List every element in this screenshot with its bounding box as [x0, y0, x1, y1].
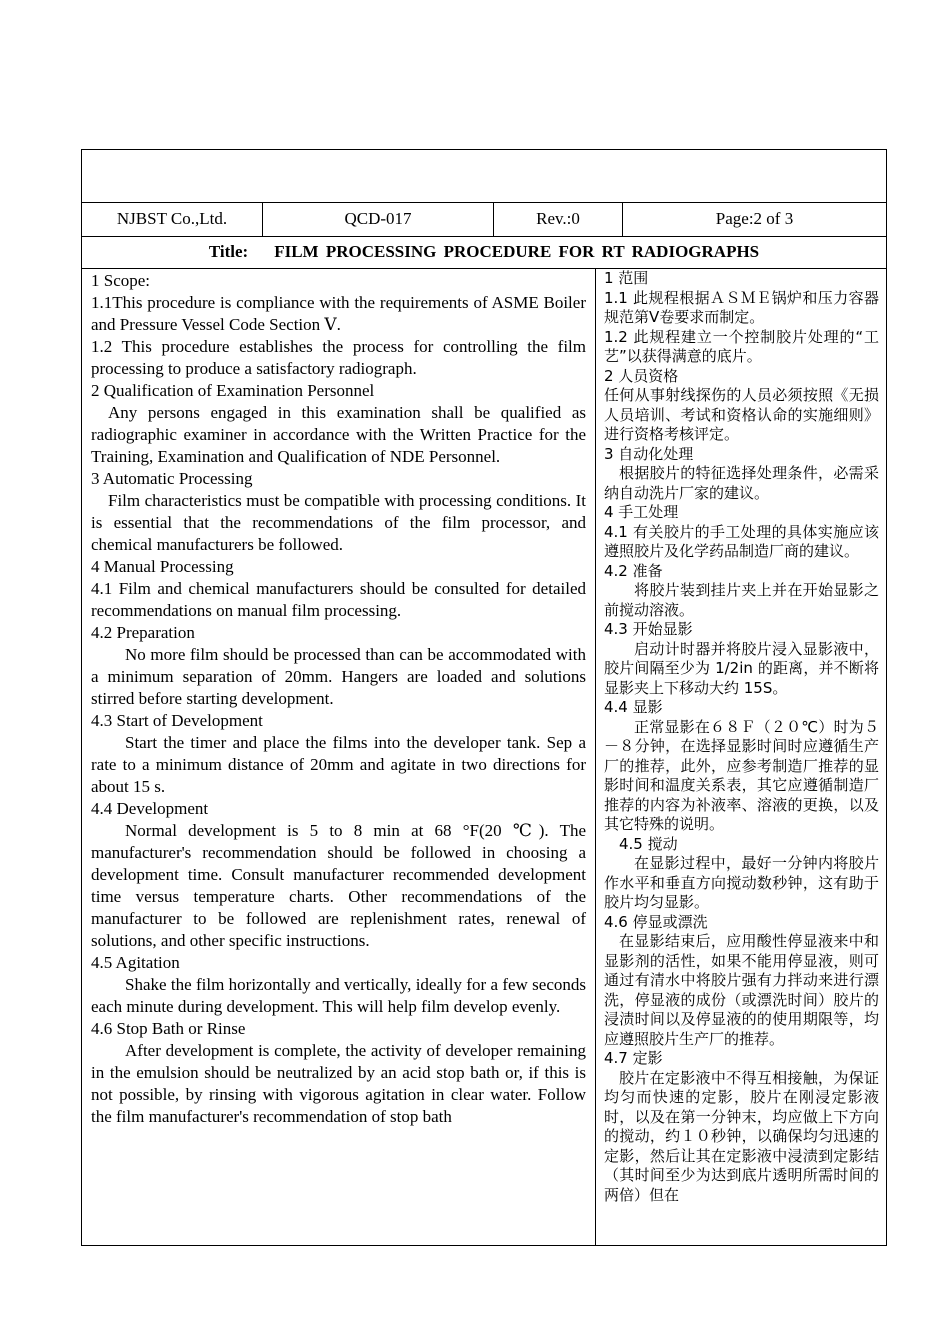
zh-paragraph: 4.1 有关胶片的手工处理的具体实施应该遵照胶片及化学药品制造厂商的建议。	[604, 522, 879, 560]
en-paragraph: Film characteristics must be compatible with processing conditions. It is essential that the recommendations of the film processor, and chemical manufacturers be followed.	[91, 491, 586, 554]
zh-paragraph: 1.1 此规程根据ＡＳＭＥ锅炉和压力容器规范第Ⅴ卷要求而制定。	[604, 288, 879, 326]
header-info-row	[82, 202, 886, 237]
zh-heading: 4.3 开始显影	[604, 620, 693, 638]
zh-paragraph: 正常显影在６８Ｆ（２０℃）时为５－８分钟，在选择显影时间时应遵循生产厂的推荐，此外，应参考制造厂推荐的显影时间和温度关系表，其它应遵循制造厂推荐的内容为补液率、溶液的更换，以及其它特殊的说明。	[604, 717, 879, 833]
en-paragraph: 1.1This procedure is compliance with the requirements of ASME Boiler and Pressure Vessel Code Section Ⅴ.	[91, 293, 586, 334]
title-row	[82, 236, 886, 269]
zh-paragraph: 胶片在定影液中不得互相接触，为保证均匀而快速的定影，胶片在刚浸定影液时，以及在第一分钟末，均应做上下方向的搅动，约１０秒钟，以确保均匀迅速的定影，然后让其在定影液中浸渍到定影结（其时间至少为达到底片透明所需时间的两倍）但在	[604, 1068, 879, 1204]
en-heading: 4.5 Agitation	[91, 953, 180, 972]
header-blank-row	[82, 150, 886, 203]
title-label: Title:	[208, 242, 249, 261]
document-frame	[81, 149, 887, 1246]
body-row	[82, 268, 886, 1245]
zh-paragraph: 启动计时器并将胶片浸入显影液中，胶片间隔至少为 1/2in 的距离，并不断将显影夹上下移动大约 15S。	[604, 639, 879, 697]
en-heading: 2 Qualification of Examination Personnel	[91, 381, 375, 400]
en-paragraph: Normal development is 5 to 8 min at 68 °F(20 ℃). The manufacturer's recommendation should be followed in choosing a development time. Consult manufacturer recommended development time versus temperature charts. Other recommendations of the manufacturer to be followed are replenishment rates, renewal of solutions, and other specific instructions.	[91, 821, 586, 950]
page-number: Page:2 of 3	[715, 209, 794, 228]
en-paragraph: No more film should be processed than can be accommodated with a minimum separation of 20mm. Hangers are loaded and solutions stirred before starting development.	[91, 645, 586, 708]
zh-paragraph: 任何从事射线探伤的人员必须按照《无损人员培训、考试和资格认命的实施细则》进行资格考核评定。	[604, 386, 879, 443]
en-paragraph: 1.2 This procedure establishes the process for controlling the film processing to produce a satisfactory radiograph.	[91, 337, 586, 378]
zh-heading: 4.2 准备	[604, 561, 663, 580]
company-name: NJBST Co.,Ltd.	[82, 202, 263, 236]
en-paragraph: Any persons engaged in this examination shall be qualified as radiographic examiner in accordance with the Written Practice for the Training, Examination and Qualification of NDE Personnel.	[91, 403, 586, 466]
en-heading: 4.2 Preparation	[91, 623, 195, 642]
revision: Rev.:0	[494, 202, 623, 236]
zh-heading: 4.7 定影	[604, 1049, 663, 1067]
en-paragraph: Start the timer and place the films into the developer tank. Sep a rate to a minimum distance of 20mm and agitate in two directions for about 15 s.	[91, 733, 586, 796]
zh-paragraph: 将胶片装到挂片夹上并在开始显影之前搅动溶液。	[604, 581, 879, 619]
en-paragraph: 4.1 Film and chemical manufacturers should be consulted for detailed recommendations on manual film processing.	[91, 579, 586, 620]
en-heading: 3 Automatic Processing	[91, 469, 253, 488]
zh-heading: 4.6 停显或漂洗	[604, 912, 708, 931]
document-number: QCD-017	[263, 202, 494, 236]
zh-heading: 4.5 搅动	[619, 834, 678, 853]
en-paragraph: Shake the film horizontally and vertically, ideally for a few seconds each minute during development. This will help film develop evenly.	[91, 975, 586, 1016]
zh-heading: 1 范围	[604, 269, 649, 287]
zh-heading: 2 人员资格	[604, 366, 679, 385]
zh-paragraph: 根据胶片的特征选择处理条件，必需采纳自动洗片厂家的建议。	[604, 464, 879, 502]
english-column	[82, 268, 596, 1245]
zh-heading: 4.4 显影	[604, 698, 663, 716]
en-heading: 4 Manual Processing	[91, 557, 234, 576]
zh-paragraph: 在显影结束后，应用酸性停显液来中和显影剂的活性，如果不能用停显液，则可通过有清水中将胶片强有力拌动来进行漂洗，停显液的成份（或漂洗时间）胶片的浸渍时间以及停显液的的使用期限等，均应遵照胶片生产厂的推荐。	[604, 932, 879, 1048]
en-heading: 4.4 Development	[91, 799, 209, 818]
en-heading: 4.3 Start of Development	[91, 711, 263, 730]
chinese-column	[596, 268, 886, 1245]
en-heading: 4.6 Stop Bath or Rinse	[91, 1019, 246, 1038]
zh-heading: 4 手工处理	[604, 503, 679, 521]
zh-paragraph: 在显影过程中，最好一分钟内将胶片作水平和垂直方向搅动数秒钟，这有助于胶片均匀显影。	[604, 854, 879, 911]
document-title: FILM PROCESSING PROCEDURE FOR RT RADIOGRAPHS	[274, 242, 760, 261]
zh-paragraph: 1.2 此规程建立一个控制胶片处理的“工艺”以获得满意的底片。	[604, 327, 879, 365]
en-heading: 1 Scope:	[91, 271, 151, 290]
zh-heading: 3 自动化处理	[604, 444, 694, 463]
en-paragraph: After development is complete, the activity of developer remaining in the emulsion should be neutralized by an acid stop bath or, if this is not possible, by rinsing with vigorous agitation in clear water. Follow the film manufacturer's recommendation of stop bath	[91, 1041, 586, 1126]
